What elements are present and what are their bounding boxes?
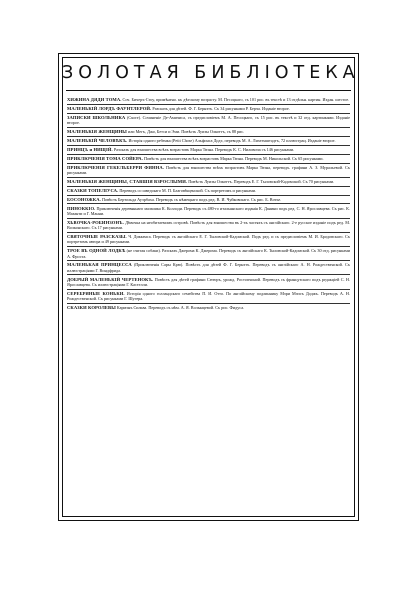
book-description: Повѣсть для юношества всѣхъ возрастовъ Марка Твэна. Переводъ М. Никольской. Съ 65 рисунками. (144, 155, 324, 161)
book-title: МАЛЕНЬКІЯ ЖЕНЩИНЫ (67, 129, 127, 135)
book-description: Ч. Диккенса. Переводъ съ англійскаго Е. Г. Тыловской-Кадомской. Подъ ред. и съ предисловіемъ М. И. Бродовскаго. Съ портретомъ автора и 49 рисунками. (67, 234, 350, 245)
book-entry (67, 105, 350, 114)
book-entry (67, 178, 350, 187)
book-title: МАЛЕНЬКІЙ ЛОРДЪ ФАУНТЛЕРОЙ. (67, 106, 152, 112)
title-divider (66, 90, 351, 91)
book-description: Разсказъ для юношества всѣхъ возрастовъ Марка Твэна. Переводъ К. С. Ниловича съ 146 рисунками. (113, 147, 295, 153)
book-title: МАЛЕНЬКАЯ ПРИНЦЕССА (67, 262, 132, 268)
book-entry (67, 247, 350, 261)
book-description: Переводъ со шведскаго М. П. Благовѣщенской. Съ портретомъ и рисунками. (119, 187, 257, 193)
book-entry (67, 304, 350, 312)
book-list (67, 96, 350, 312)
book-description: Разсказъ для дѣтей. Ф. Г. Бернэтъ. Съ 34 рисунками Р. Берча. Изданіе второе. (152, 106, 290, 112)
book-entry (67, 275, 350, 289)
book-entry (67, 219, 350, 233)
book-description: (не считая собаки). Разсказъ Джерома К. Джерома. Переводъ съ англійскаго К. Тыловской-Кадомской. Съ 30 отд. рисунками А. Фроста. (67, 248, 350, 259)
book-description: (Cuore). Сочиненіе Де-Амичиса, съ предисловіемъ М. А. Песоцкаго, съ 15 рис. въ текстѣ и 32 отд. картинками. Изданіе второе. (67, 115, 350, 126)
book-description: Исторія одного голландскаго семейства П. И. Отто. По англійскому подлиннику Мэри Мэпсъ Доджъ. Переводъ А. Н. Рождественской. Съ рисунками Г. Шугера. (67, 290, 350, 302)
book-title: БОСОНОЖКА. (67, 196, 101, 202)
book-description: Приключенія деревяннаго мальчика К. Коллоди. Переводъ съ 480-го итальянскаго изданія К. Данини подъ ред. С. Н. Ярославцева. Съ рис. К. Мазанти и Г. Манни. (67, 205, 350, 216)
book-entry (67, 128, 350, 137)
book-entry (67, 96, 350, 105)
book-entry (67, 137, 350, 146)
book-description: Повѣсть для дѣтей графини Сегюръ, урожд. Ростопчиной. Переводъ съ французскаго подъ редакціей С. Н. Ярославцева. Съ иллюстраціями Г. Кастелли. (67, 276, 350, 287)
book-entry (67, 204, 350, 218)
book-title: ТРОЕ ВЪ ОДНОЙ ЛОДКѢ (67, 248, 126, 254)
page-title: ЗОЛОТАЯ БИБЛІОТЕКА (62, 63, 360, 83)
book-title: ДОБРЫЙ МАЛЕНЬКІЙ ЧЕРТЕНОКЪ. (67, 276, 154, 282)
book-entry (67, 290, 350, 304)
book-description: Исторія одного ребенка (Petit Chose) Альфонса Додэ, переводъ М. А. Лихтенштадтъ, 72 иллюстрац. Изданіе второе. (128, 138, 336, 144)
book-entry (67, 155, 350, 164)
book-entry (67, 114, 350, 128)
book-title: ХЬВОЧКА-РОБИНЗОНЪ. (67, 219, 124, 225)
book-title: МАЛЕНЬКІЙ ЧЕЛОВѢКЪ. (67, 138, 128, 144)
book-title: СКАЗКИ КОРОЛЕВЫ (67, 305, 116, 310)
book-title: ПРИНЦЪ и НИЩІЙ. (67, 147, 113, 153)
book-title: ПРИКЛЮЧЕНІЯ ГЕКЕЛЬБЕРРИ ФИННА. (67, 164, 165, 170)
book-description: (Приключенія Сары Крю). Повѣсть для дѣтей Ф. Г. Бернэтъ. Переводъ съ англійскаго А. Н. Рождественской. Съ иллюстраціями Г. Виндфрида. (67, 262, 350, 273)
book-title: ПИНОККІО. (67, 205, 96, 211)
book-description: Повѣсть Бертольда Ауэрбаха. Переводъ съ нѣмецкаго подъ ред. В. И. Чуйковскаго. Съ рис. Б. Вотье. (101, 196, 282, 202)
book-description: Повѣсть Луизы Олкоттъ. Переводъ Е. Г. Тыловской-Кадомской. Съ 70 рисунками. (188, 179, 335, 185)
book-description: Кармэнъ Сильва. Переводъ съ нѣм. А. Я. Волынцевой. Съ рис. Фидуса. (116, 305, 245, 310)
book-entry (67, 196, 350, 205)
book-description: Соч. Бичеръ-Стоу, примѣнено. къ дѣтскому возрасту. М. Песоцкаго, съ 101 рис. въ текстѣ и 13 отдѣльн. картин. Издан. шестое. (122, 97, 350, 103)
book-title: ПРИКЛЮЧЕНІЯ ТОМА СОЙЕРА. (67, 155, 143, 161)
book-description: или Мегъ, Джо, Бетси и Эми. Повѣсть Луизы Олкоттъ, съ 88 рис. (127, 129, 245, 135)
book-entry (67, 164, 350, 178)
book-description: Дѣвочка на необитаемомъ островѣ. Повѣсть для юношества въ 2-хъ частяхъ съ англійскаго. 2-е русское изданіе подъ ред. М. Волконскаго. Съ 17 рисунками. (67, 219, 350, 231)
book-description: Повѣсть для юношества всѣхъ возрастовъ Марка Твэна, переводъ. графини А. З. Муральевой. Съ рисунками. (67, 164, 350, 176)
book-title: СЕРЕБРЯНЫЕ КОНЬКИ. (67, 290, 125, 296)
book-title: СВЯТОЧНЫЕ РАЗСКАЗЫ. (67, 234, 127, 240)
book-title: МАЛЕНЬКІЯ ЖЕНЩИНЫ, СТАВШІЯ ВЗРОСЛЫМИ. (67, 179, 188, 185)
book-title: СКАЗКИ ТОПЕЛІУСА. (67, 187, 119, 193)
book-entry (67, 187, 350, 196)
book-title: ЗАПИСКИ ШКОЛЬНИКА (67, 115, 126, 121)
book-title: ХИЖИНА ДЯДИ ТОМА. (67, 97, 122, 103)
book-entry (67, 146, 350, 155)
book-entry (67, 233, 350, 247)
book-entry (67, 261, 350, 275)
